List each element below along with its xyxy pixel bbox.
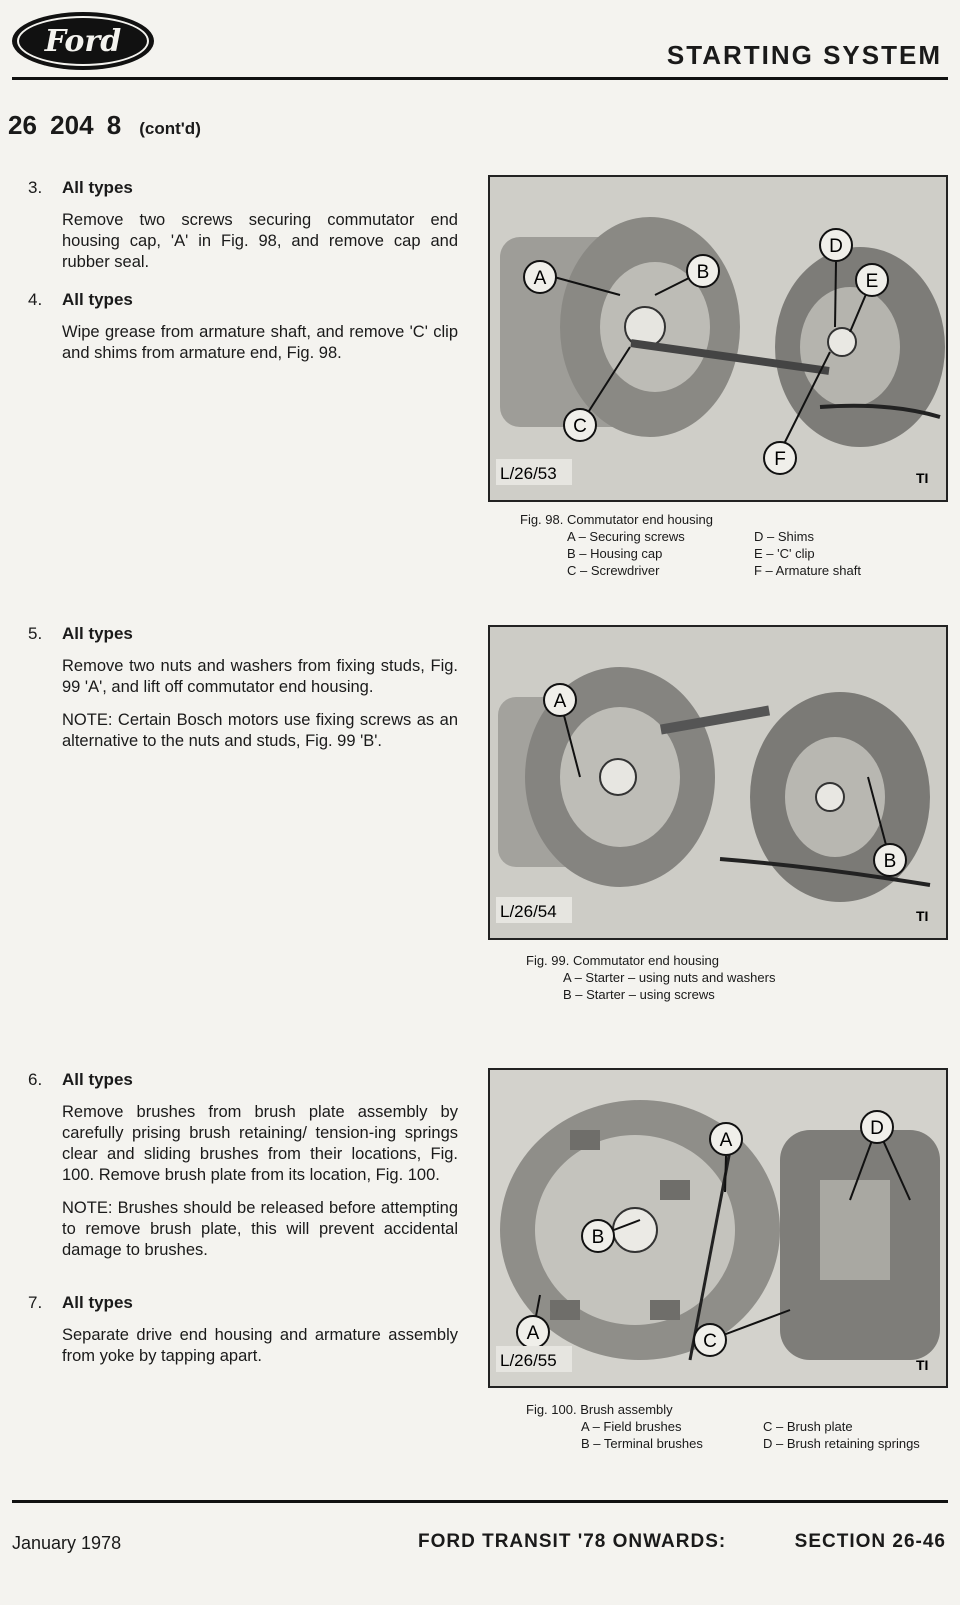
- step-3: [28, 178, 458, 285]
- step-text: Remove brushes from brush plate assembly by carefully prising brush retaining/ tension-ing springs clear and sliding brushes from their locations, Fig. 100. Remove brush plate from its location, Fig. 100.: [62, 1103, 458, 1184]
- footer-section: SECTION 26-46: [794, 1531, 946, 1552]
- legend-item: B – Terminal brushes: [581, 1436, 703, 1451]
- legend-item: D – Shims: [754, 529, 814, 544]
- section-title: STARTING SYSTEM: [666, 40, 942, 70]
- legend-item: D – Brush retaining springs: [763, 1436, 920, 1451]
- header-rule: [12, 77, 948, 80]
- step-note: NOTE: Certain Bosch motors use fixing screws as an alternative to the nuts and studs, Fig. 99 'B'.: [62, 711, 458, 750]
- callout-label: B: [883, 851, 897, 872]
- step-heading: All types: [62, 624, 133, 643]
- figure-99-caption: Fig. 99. Commutator end housing: [526, 953, 719, 968]
- legend-item: F – Armature shaft: [754, 563, 861, 578]
- callout-a: [517, 1316, 549, 1348]
- step-number: 6.: [28, 1070, 43, 1089]
- callout-c: [694, 1324, 726, 1356]
- callout-c: [564, 409, 596, 441]
- figure-100-photo: [488, 1068, 948, 1388]
- callout-a: [710, 1123, 742, 1155]
- legend-item: C – Screwdriver: [567, 563, 660, 578]
- legend-item: E – 'C' clip: [754, 546, 815, 561]
- callout-label: C: [703, 1331, 717, 1352]
- callout-label: A: [533, 268, 547, 289]
- step-text: Separate drive end housing and armature assembly from yoke by tapping apart.: [62, 1326, 458, 1365]
- callout-label: A: [553, 691, 567, 712]
- callout-b: [874, 844, 906, 876]
- figure-100-caption: Fig. 100. Brush assembly: [526, 1402, 673, 1417]
- step-heading: All types: [62, 290, 133, 309]
- figure-99-photo: [488, 625, 948, 940]
- ford-logo: [12, 12, 154, 70]
- figure-ref: L/26/54: [500, 902, 557, 921]
- figure-99-legend: [563, 969, 775, 1003]
- step-text: Remove two nuts and washers from fixing studs, Fig. 99 'A', and lift off commutator end housing.: [62, 657, 458, 696]
- callout-label: E: [865, 271, 879, 292]
- callout-b: [582, 1220, 614, 1252]
- legend-item: A – Securing screws: [567, 529, 685, 544]
- step-6: [28, 1070, 458, 1273]
- legend-item: B – Housing cap: [567, 546, 663, 561]
- callout-e: [856, 264, 888, 296]
- step-number: 3.: [28, 178, 43, 197]
- figure-98-legend: [567, 528, 861, 579]
- step-text: Remove two screws securing commutator end housing cap, 'A' in Fig. 98, and remove cap and rubber seal.: [62, 211, 458, 271]
- callout-f: [764, 442, 796, 474]
- photo-mark: TI: [916, 908, 929, 924]
- callout-label: A: [719, 1130, 733, 1151]
- callout-a: [544, 684, 576, 716]
- callout-a: [524, 261, 556, 293]
- step-heading: All types: [62, 1293, 133, 1312]
- step-7: [28, 1293, 458, 1379]
- legend-item: A – Field brushes: [581, 1419, 682, 1434]
- callout-label: D: [870, 1118, 884, 1139]
- figure-ref: L/26/55: [500, 1351, 557, 1370]
- footer-rule: [12, 1500, 948, 1503]
- photo-mark: TI: [916, 470, 929, 486]
- figure-ref: L/26/53: [500, 464, 557, 483]
- step-5: [28, 624, 458, 764]
- callout-label: B: [591, 1227, 605, 1248]
- legend-item: C – Brush plate: [763, 1419, 853, 1434]
- legend-item: B – Starter – using screws: [563, 987, 715, 1002]
- step-heading: All types: [62, 178, 133, 197]
- step-number: 7.: [28, 1293, 43, 1312]
- callout-d: [861, 1111, 893, 1143]
- step-number: 5.: [28, 624, 43, 643]
- photo-mark: TI: [916, 1357, 929, 1373]
- callout-b: [687, 255, 719, 287]
- step-text: Wipe grease from armature shaft, and remove 'C' clip and shims from armature end, Fig. 98.: [62, 323, 458, 362]
- callout-label: D: [829, 236, 843, 257]
- callout-d: [820, 229, 852, 261]
- ford-logo-text: Ford: [17, 16, 149, 66]
- figure-98-caption: Fig. 98. Commutator end housing: [520, 512, 713, 527]
- callout-label: C: [573, 416, 587, 437]
- step-heading: All types: [62, 1070, 133, 1089]
- operation-code: 26 204 8: [8, 110, 122, 140]
- step-4: [28, 290, 458, 376]
- continued-label: (cont'd): [139, 119, 201, 138]
- callout-label: A: [526, 1323, 540, 1344]
- callout-label: B: [696, 262, 710, 283]
- legend-item: A – Starter – using nuts and washers: [563, 970, 776, 985]
- operation-heading: [8, 110, 201, 141]
- footer-date: January 1978: [12, 1533, 122, 1553]
- footer-publication: FORD TRANSIT '78 ONWARDS:: [418, 1531, 727, 1552]
- figure-98-photo: [488, 175, 948, 502]
- step-number: 4.: [28, 290, 43, 309]
- figure-100-legend: [581, 1418, 920, 1452]
- callout-label: F: [774, 449, 786, 470]
- step-note: NOTE: Brushes should be released before attempting to remove brush plate, this will prevent accidental damage to brushes.: [62, 1199, 458, 1259]
